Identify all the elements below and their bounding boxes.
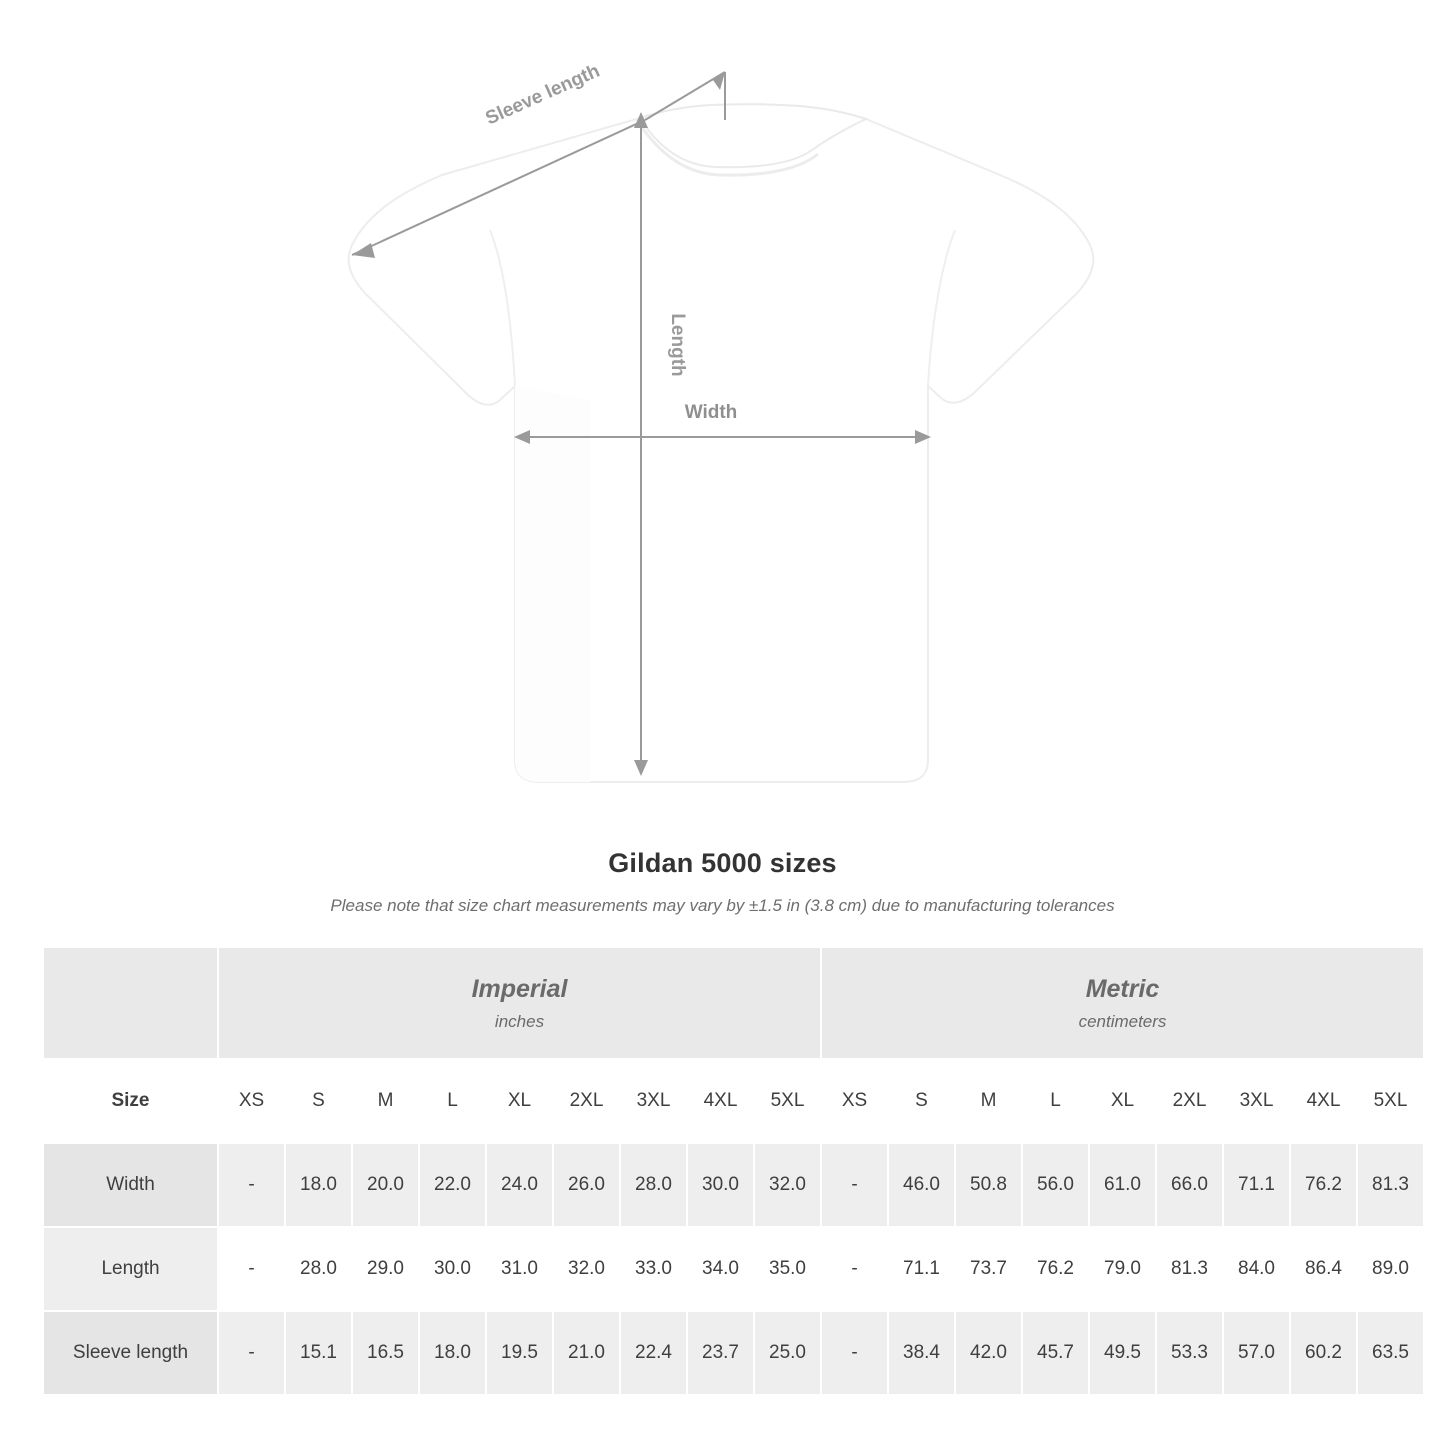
- unit-group-metric-name: Metric: [1085, 975, 1160, 1004]
- col-header-imperial-2xl: 2XL: [553, 1059, 620, 1143]
- cell-sleeve-metric-2xl: 53.3: [1156, 1311, 1223, 1395]
- cell-sleeve-imperial-4xl: 23.7: [687, 1311, 754, 1395]
- row-label-sleeve-length: Sleeve length: [43, 1311, 218, 1395]
- col-header-metric-l: L: [1022, 1059, 1089, 1143]
- col-header-metric-3xl: 3XL: [1223, 1059, 1290, 1143]
- size-chart-table: [42, 946, 1425, 1396]
- cell-sleeve-imperial-xs: -: [218, 1311, 285, 1395]
- col-header-metric-5xl: 5XL: [1357, 1059, 1424, 1143]
- measurement-note: Please note that size chart measurements may vary by ±1.5 in (3.8 cm) due to manufacturing tolerances: [330, 896, 1115, 915]
- cell-width-imperial-5xl: 32.0: [754, 1143, 821, 1227]
- row-label-width: Width: [43, 1143, 218, 1227]
- cell-length-imperial-xs: -: [218, 1227, 285, 1311]
- cell-width-imperial-s: 18.0: [285, 1143, 352, 1227]
- col-header-metric-2xl: 2XL: [1156, 1059, 1223, 1143]
- col-header-metric-4xl: 4XL: [1290, 1059, 1357, 1143]
- table-row-length: [43, 1227, 1424, 1311]
- cell-width-imperial-m: 20.0: [352, 1143, 419, 1227]
- cell-length-imperial-m: 29.0: [352, 1227, 419, 1311]
- col-header-imperial-4xl: 4XL: [687, 1059, 754, 1143]
- cell-sleeve-imperial-m: 16.5: [352, 1311, 419, 1395]
- col-header-imperial-3xl: 3XL: [620, 1059, 687, 1143]
- cell-sleeve-metric-m: 42.0: [955, 1311, 1022, 1395]
- cell-length-metric-l: 76.2: [1022, 1227, 1089, 1311]
- cell-width-imperial-4xl: 30.0: [687, 1143, 754, 1227]
- cell-sleeve-metric-4xl: 60.2: [1290, 1311, 1357, 1395]
- cell-width-imperial-2xl: 26.0: [553, 1143, 620, 1227]
- table-row-width: [43, 1143, 1424, 1227]
- table-row-sleeve-length: [43, 1311, 1424, 1395]
- cell-width-metric-2xl: 66.0: [1156, 1143, 1223, 1227]
- row-header-label: Size: [43, 1059, 218, 1143]
- unit-group-imperial-sub: inches: [494, 1011, 545, 1031]
- cell-sleeve-imperial-5xl: 25.0: [754, 1311, 821, 1395]
- cell-width-imperial-3xl: 28.0: [620, 1143, 687, 1227]
- unit-corner-cell: [43, 947, 218, 1059]
- row-label-length: Length: [43, 1227, 218, 1311]
- cell-width-metric-4xl: 76.2: [1290, 1143, 1357, 1227]
- page-title: Gildan 5000 sizes: [608, 848, 837, 878]
- cell-length-imperial-4xl: 34.0: [687, 1227, 754, 1311]
- cell-sleeve-metric-3xl: 57.0: [1223, 1311, 1290, 1395]
- unit-group-metric-sub: centimeters: [1078, 1011, 1167, 1031]
- cell-length-imperial-s: 28.0: [285, 1227, 352, 1311]
- cell-width-imperial-l: 22.0: [419, 1143, 486, 1227]
- cell-length-metric-5xl: 89.0: [1357, 1227, 1424, 1311]
- unit-header-row: [43, 947, 1424, 1059]
- cell-length-imperial-3xl: 33.0: [620, 1227, 687, 1311]
- cell-sleeve-imperial-l: 18.0: [419, 1311, 486, 1395]
- cell-length-metric-xs: -: [821, 1227, 888, 1311]
- cell-length-imperial-l: 30.0: [419, 1227, 486, 1311]
- col-header-imperial-xl: XL: [486, 1059, 553, 1143]
- size-table-wrapper: [42, 946, 1409, 1396]
- cell-sleeve-metric-xs: -: [821, 1311, 888, 1395]
- cell-sleeve-metric-5xl: 63.5: [1357, 1311, 1424, 1395]
- cell-sleeve-metric-s: 38.4: [888, 1311, 955, 1395]
- cell-sleeve-imperial-xl: 19.5: [486, 1311, 553, 1395]
- cell-length-imperial-2xl: 32.0: [553, 1227, 620, 1311]
- cell-width-metric-m: 50.8: [955, 1143, 1022, 1227]
- length-label: Length: [667, 313, 688, 377]
- cell-length-imperial-xl: 31.0: [486, 1227, 553, 1311]
- cell-length-imperial-5xl: 35.0: [754, 1227, 821, 1311]
- size-header-row: [43, 1059, 1424, 1143]
- col-header-imperial-s: S: [285, 1059, 352, 1143]
- cell-width-metric-xl: 61.0: [1089, 1143, 1156, 1227]
- unit-group-imperial: [218, 947, 821, 1059]
- cell-width-metric-5xl: 81.3: [1357, 1143, 1424, 1227]
- cell-length-metric-xl: 79.0: [1089, 1227, 1156, 1311]
- cell-sleeve-imperial-2xl: 21.0: [553, 1311, 620, 1395]
- cell-width-metric-3xl: 71.1: [1223, 1143, 1290, 1227]
- cell-sleeve-imperial-3xl: 22.4: [620, 1311, 687, 1395]
- cell-sleeve-imperial-s: 15.1: [285, 1311, 352, 1395]
- title-block: [0, 830, 1445, 916]
- sleeve-length-label: Sleeve length: [482, 60, 603, 130]
- col-header-metric-s: S: [888, 1059, 955, 1143]
- cell-length-metric-2xl: 81.3: [1156, 1227, 1223, 1311]
- col-header-metric-m: M: [955, 1059, 1022, 1143]
- col-header-imperial-l: L: [419, 1059, 486, 1143]
- width-label: Width: [684, 402, 738, 423]
- col-header-metric-xl: XL: [1089, 1059, 1156, 1143]
- cell-width-metric-xs: -: [821, 1143, 888, 1227]
- cell-length-metric-m: 73.7: [955, 1227, 1022, 1311]
- cell-length-metric-4xl: 86.4: [1290, 1227, 1357, 1311]
- col-header-metric-xs: XS: [821, 1059, 888, 1143]
- col-header-imperial-xs: XS: [218, 1059, 285, 1143]
- cell-width-metric-l: 56.0: [1022, 1143, 1089, 1227]
- unit-group-imperial-name: Imperial: [471, 975, 568, 1004]
- cell-width-metric-s: 46.0: [888, 1143, 955, 1227]
- cell-sleeve-metric-xl: 49.5: [1089, 1311, 1156, 1395]
- col-header-imperial-m: M: [352, 1059, 419, 1143]
- unit-group-metric: [821, 947, 1424, 1059]
- cell-width-imperial-xl: 24.0: [486, 1143, 553, 1227]
- cell-width-imperial-xs: -: [218, 1143, 285, 1227]
- cell-length-metric-3xl: 84.0: [1223, 1227, 1290, 1311]
- col-header-imperial-5xl: 5XL: [754, 1059, 821, 1143]
- cell-length-metric-s: 71.1: [888, 1227, 955, 1311]
- cell-sleeve-metric-l: 45.7: [1022, 1311, 1089, 1395]
